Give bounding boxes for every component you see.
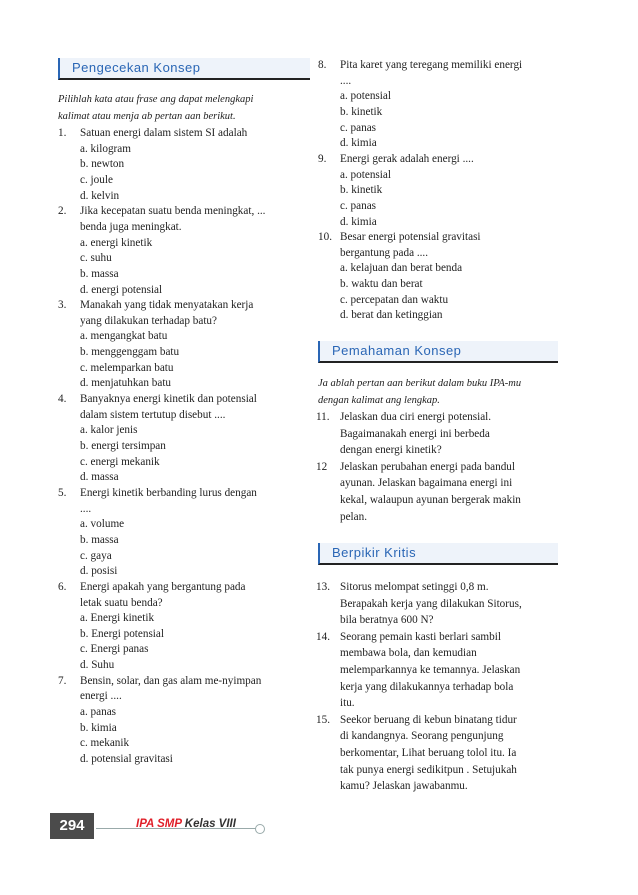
question-number: 10.: [318, 231, 332, 244]
question-number: 7.: [58, 674, 67, 687]
question-line: b. massa: [80, 533, 119, 546]
question-line: di kandangnya. Seorang pengunjung: [340, 730, 504, 743]
instruction-line: dengan kalimat ang lengkap.: [318, 395, 440, 406]
question-number: 13.: [316, 581, 330, 593]
question-line: d. Suhu: [80, 659, 115, 672]
question-number: 8.: [318, 59, 327, 71]
question-number: 15.: [316, 713, 330, 726]
question-line: a. kalor jenis: [80, 424, 138, 437]
question-line: letak suatu benda?: [80, 596, 163, 609]
book-title-kelas: Kelas VIII: [184, 818, 236, 830]
question-line: d. berat dan ketinggian: [340, 309, 443, 322]
question-text: Seorang pemain kasti berlari sambil: [340, 630, 501, 643]
question-number: 3.: [58, 299, 67, 312]
footer-dot: [255, 824, 265, 834]
question-line: kekal, walaupun ayunan bergerak makin: [340, 494, 521, 506]
question-line: b. energi tersimpan: [80, 440, 166, 452]
question-text: Jika kecepatan suatu benda meningkat, ...: [80, 205, 266, 218]
question-line: d. kelvin: [80, 189, 120, 202]
question-line: dengan energi kinetik?: [340, 444, 442, 457]
question-text: Seekor beruang di kebun binatang tidur: [340, 713, 517, 726]
page-number: 294: [50, 813, 94, 839]
question-line: melemparkannya ke temannya. Jelaskan: [340, 664, 521, 676]
section-header-pengecekan: [58, 58, 310, 80]
section-title: Berpikir Kritis: [332, 545, 417, 560]
question-line: a. kelajuan dan berat benda: [340, 262, 463, 275]
question-text: Bensin, solar, dan gas alam me-nyimpan: [80, 674, 262, 687]
question-line: d. energi potensial: [80, 283, 163, 296]
question-line: d. massa: [80, 471, 119, 484]
question-text: Banyaknya energi kinetik dan potensial: [80, 393, 257, 406]
question-number: 14.: [316, 630, 330, 643]
question-line: b. menggenggam batu: [80, 346, 180, 359]
question-line: d. posisi: [80, 565, 118, 578]
question-line: d. menjatuhkan batu: [80, 377, 172, 390]
question-line: Berapakah kerja yang dilakukan Sitorus,: [340, 597, 522, 610]
question-line: c. mekanik: [80, 737, 130, 750]
question-line: c. energi mekanik: [80, 455, 160, 468]
question-number: 5.: [58, 486, 67, 499]
question-line: ....: [80, 502, 92, 515]
section-header-berpikir: [318, 543, 558, 565]
question-text: Energi apakah yang bergantung pada: [80, 580, 246, 593]
question-line: a. mengangkat batu: [80, 330, 168, 343]
question-line: benda juga meningkat.: [80, 220, 182, 233]
question-text: Besar energi potensial gravitasi: [340, 231, 481, 244]
question-number: 9.: [318, 152, 327, 165]
question-line: bila beratnya 600 N?: [340, 614, 434, 627]
question-line: ayunan. Jelaskan bagaimana energi ini: [340, 477, 513, 490]
question-line: c. suhu: [80, 252, 112, 265]
question-line: kerja yang dilakukannya terhadap bola: [340, 680, 514, 693]
question-line: Bagaimanakah energi ini berbeda: [340, 427, 490, 440]
question-line: c. gaya: [80, 549, 112, 562]
question-line: b. newton: [80, 158, 125, 171]
question-line: tak punya energi sedikitpun . Setujukah: [340, 763, 517, 776]
question-line: b. Energi potensial: [80, 627, 164, 640]
page-footer: [0, 811, 638, 841]
question-line: c. percepatan dan waktu: [340, 293, 449, 306]
question-number: 11.: [316, 411, 330, 423]
question-line: b. kimia: [80, 721, 117, 734]
question-line: d. kimia: [340, 137, 377, 150]
question-line: c. Energi panas: [80, 643, 149, 656]
instruction-line: Pilihlah kata atau frase ang dapat melengkapi: [58, 94, 254, 105]
question-line: a. panas: [80, 706, 117, 719]
section-title: Pemahaman Konsep: [332, 343, 462, 358]
question-line: a. volume: [80, 518, 125, 531]
question-text: Satuan energi dalam sistem SI adalah: [80, 127, 248, 139]
question-line: a. Energi kinetik: [80, 612, 155, 625]
question-line: ....: [340, 74, 352, 87]
question-line: yang dilakukan terhadap batu?: [80, 314, 217, 327]
question-line: a. potensial: [340, 168, 391, 181]
question-text: Sitorus melompat setinggi 0,8 m.: [340, 581, 489, 593]
question-line: b. kinetik: [340, 184, 383, 197]
question-line: c. panas: [340, 199, 377, 212]
question-line: kamu? Jelaskan jawabanmu.: [340, 780, 468, 793]
question-line: b. waktu dan berat: [340, 278, 423, 291]
section-header-pemahaman: [318, 341, 558, 363]
question-text: Manakah yang tidak menyatakan kerja: [80, 299, 254, 312]
question-text: Jelaskan perubahan energi pada bandul: [340, 460, 515, 473]
question-number: 4.: [58, 393, 67, 406]
question-line: b. kinetik: [340, 105, 383, 118]
question-number: 1.: [58, 127, 67, 139]
question-text: Jelaskan dua ciri energi potensial.: [340, 411, 492, 423]
question-line: a. potensial: [340, 90, 391, 103]
question-line: a. kilogram: [80, 142, 131, 155]
question-line: c. panas: [340, 121, 377, 134]
question-line: energi ....: [80, 690, 122, 703]
question-line: berkomentar, Lihat beruang tolol itu. Ia: [340, 747, 517, 759]
question-number: 12: [316, 460, 328, 473]
book-title-ipa: IPA SMP: [136, 818, 182, 830]
question-line: a. energi kinetik: [80, 236, 153, 249]
question-number: 2.: [58, 205, 67, 218]
instruction-line: Ja ablah pertan aan berikut dalam buku IPA-mu: [318, 378, 522, 389]
question-line: c. melemparkan batu: [80, 361, 174, 374]
question-line: membawa bola, dan kemudian: [340, 647, 477, 660]
question-line: d. potensial gravitasi: [80, 753, 173, 765]
instruction-line: kalimat atau menja ab pertan aan berikut.: [58, 111, 236, 122]
question-line: b. massa: [80, 267, 119, 280]
question-line: itu.: [340, 697, 355, 710]
question-line: bergantung pada ....: [340, 246, 429, 259]
question-line: c. joule: [80, 173, 113, 186]
question-text: Pita karet yang teregang memiliki energi: [340, 59, 523, 71]
section-title: Pengecekan Konsep: [72, 60, 201, 75]
question-line: dalam sistem tertutup disebut ....: [80, 408, 226, 421]
question-text: Energi gerak adalah energi ....: [340, 152, 474, 165]
question-line: pelan.: [340, 510, 368, 523]
question-number: 6.: [58, 580, 67, 593]
question-line: d. kimia: [340, 215, 377, 228]
book-title: [136, 818, 236, 830]
question-text: Energi kinetik berbanding lurus dengan: [80, 486, 257, 499]
